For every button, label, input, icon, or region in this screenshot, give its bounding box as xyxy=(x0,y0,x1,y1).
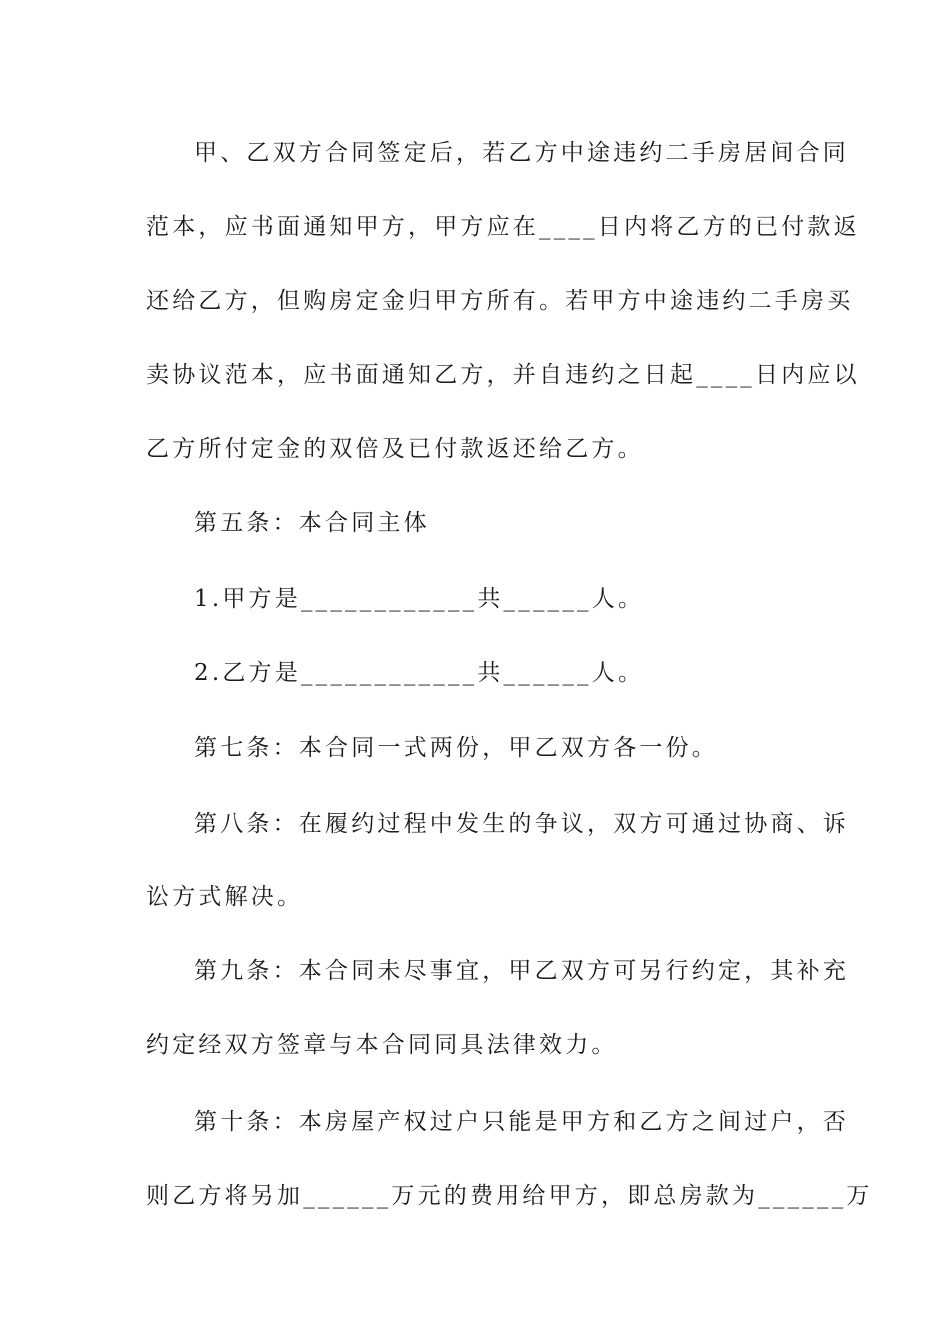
paragraph-line: 还给乙方，但购房定金归甲方所有。若甲方中途违约二手房买 xyxy=(146,288,854,314)
list-item: 2.乙方是____________共______人。 xyxy=(194,660,645,686)
paragraph-line: 乙方所付定金的双倍及已付款返还给乙方。 xyxy=(146,436,644,462)
paragraph-line: 第八条：在履约过程中发生的争议，双方可通过协商、诉 xyxy=(194,811,849,837)
paragraph-line: 讼方式解决。 xyxy=(146,884,304,910)
list-item: 1.甲方是____________共______人。 xyxy=(194,586,645,612)
paragraph-line: 第十条：本房屋产权过户只能是甲方和乙方之间过户，否 xyxy=(194,1109,849,1135)
paragraph-line: 则乙方将另加______万元的费用给甲方，即总房款为______万 xyxy=(146,1183,873,1209)
paragraph-line: 约定经双方签章与本合同同具法律效力。 xyxy=(146,1032,618,1058)
paragraph-line: 卖协议范本，应书面通知乙方，并自违约之日起____日内应以 xyxy=(146,362,860,388)
paragraph-line: 范本，应书面通知甲方，甲方应在____日内将乙方的已付款返 xyxy=(146,214,860,240)
paragraph-line: 第九条：本合同未尽事宜，甲乙双方可另行约定，其补充 xyxy=(194,958,849,984)
paragraph-line: 甲、乙双方合同签定后，若乙方中途违约二手房居间合同 xyxy=(194,140,849,166)
article-heading: 第五条：本合同主体 xyxy=(194,510,430,536)
paragraph-line: 第七条：本合同一式两份，甲乙双方各一份。 xyxy=(194,735,718,761)
